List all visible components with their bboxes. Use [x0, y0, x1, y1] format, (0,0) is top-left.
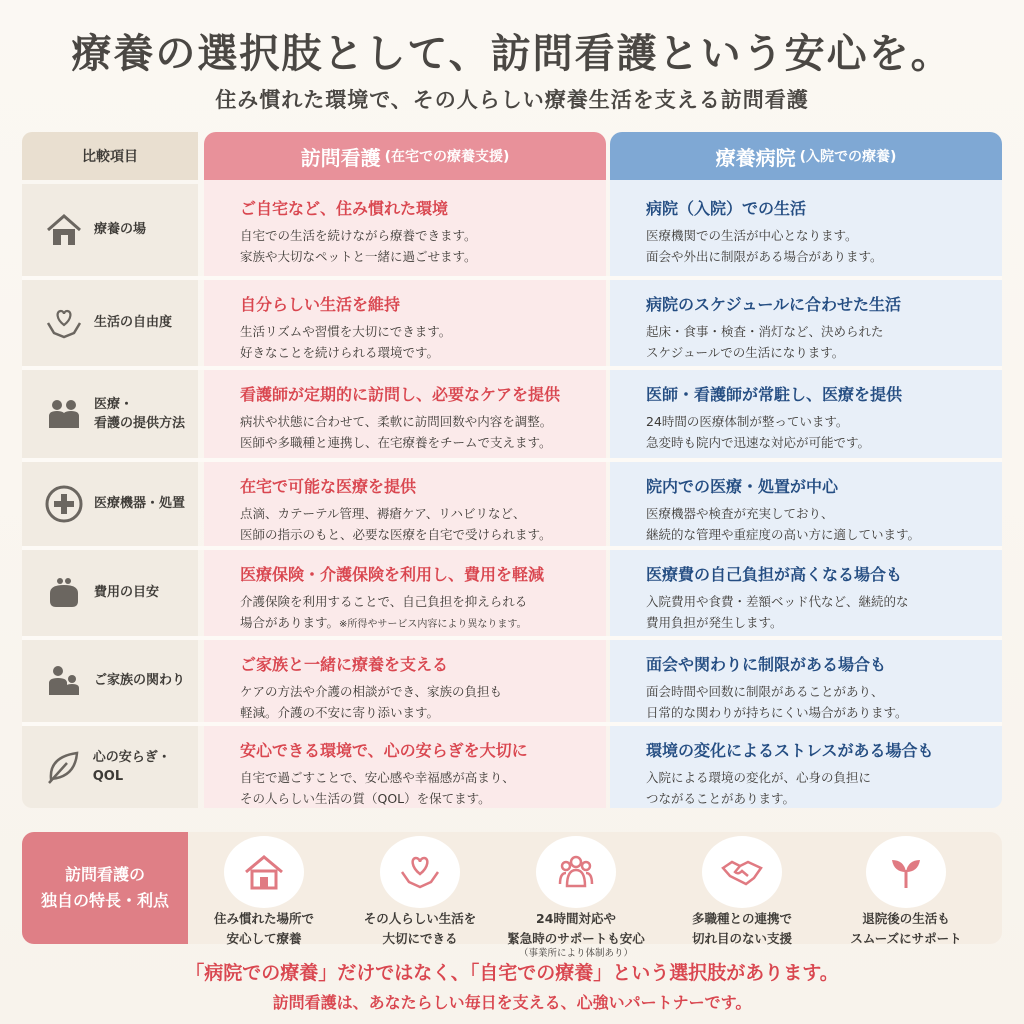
cell-heading: 自分らしい生活を維持 — [240, 295, 401, 314]
cell-line: つながることがあります。 — [646, 791, 796, 806]
feature-item — [340, 836, 500, 948]
cell-line: 入院費用や食費・差額ベッド代など、継続的な — [646, 594, 909, 609]
cell-line: 軽減。介護の不安に寄り添います。 — [240, 705, 440, 720]
features-label-line: 独自の特長・利点 — [40, 891, 169, 910]
feature-line: その人らしい生活を — [363, 911, 477, 926]
page-subtitle: 住み慣れた環境で、その人らしい療養生活を支える訪問看護 — [215, 88, 809, 112]
cell-line: 急変時も院内で迅速な対応が可能です。 — [646, 435, 871, 450]
feature-line: 安心して療養 — [226, 931, 302, 946]
header-hospital-sub: (入院での療養) — [799, 149, 897, 165]
row-label-cell — [22, 726, 198, 808]
hospital-cell — [610, 280, 1002, 363]
row-label-cell — [22, 184, 198, 276]
group-icon — [536, 836, 616, 908]
header-home-nursing-sub: (在宅での療養支援) — [384, 149, 510, 165]
row-label-cell — [22, 462, 198, 546]
feature-line: 多職種との連携で — [691, 911, 792, 926]
row-label — [94, 395, 185, 434]
home-nursing-cell — [204, 640, 606, 723]
cell-heading: 面会や関わりに制限がある場合も — [646, 655, 887, 674]
row-label: 生活の自由度 — [94, 315, 173, 331]
cell-heading: 医療保険・介護保険を利用し、費用を軽減 — [240, 565, 545, 584]
cell-line: 医療機関での生活が中心となります。 — [646, 228, 858, 243]
cell-line: 面会や外出に制限がある場合があります。 — [646, 249, 883, 264]
hospital-cell — [610, 640, 1002, 723]
cell-heading: 医療費の自己負担が高くなる場合も — [646, 565, 903, 584]
cell-heading: 医師・看護師が常駐し、医療を提供 — [646, 385, 903, 404]
row-label-cell — [22, 640, 198, 722]
cell-line: 日常的な関わりが持ちにくい場合があります。 — [646, 705, 908, 720]
row-label-cell — [22, 280, 198, 366]
feature-line: 退院後の生活も — [862, 911, 950, 926]
cell-line: 医療機器や検査が充実しており、 — [646, 506, 834, 521]
cell-line: 介護保険を利用することで、自己負担を抑えられる — [240, 594, 528, 609]
cell-line — [240, 612, 606, 635]
features-band — [22, 832, 1002, 959]
header-comparison-item: 比較項目 — [22, 132, 198, 180]
leaf-icon — [42, 745, 85, 789]
feature-line: 住み慣れた場所で — [213, 911, 314, 926]
feature-item — [496, 836, 656, 960]
cell-heading: 在宅で可能な医療を提供 — [240, 477, 417, 496]
cell-note: ※所得やサービス内容により異なります。 — [339, 619, 527, 630]
house-icon — [224, 836, 304, 908]
cell-line: 面会時間や回数に制限があることがあり、 — [646, 684, 884, 699]
purse-icon — [42, 571, 86, 615]
family-icon — [42, 659, 86, 703]
cell-line: スケジュールでの生活になります。 — [646, 345, 845, 360]
cell-line: 医師や多職種と連携し、在宅療養をチームで支えます。 — [240, 435, 552, 450]
comparison-table — [22, 132, 1002, 808]
cell-heading: 環境の変化によるストレスがある場合も — [646, 741, 934, 760]
row-label: 医療機器・処置 — [94, 496, 186, 512]
row-label: ご家族の関わり — [94, 673, 186, 689]
footer-tagline: 訪問看護は、あなたらしい毎日を支える、心強いパートナーです。 — [272, 993, 752, 1012]
home-nursing-cell — [204, 280, 606, 363]
table-row — [22, 184, 1002, 276]
handshake-icon — [702, 836, 782, 908]
cell-line: 好きなことを続けられる環境です。 — [240, 345, 440, 360]
hospital-cell — [610, 726, 1002, 809]
cell-line: 自宅で過ごすことで、安心感や幸福感が高まり、 — [240, 770, 515, 785]
cell-line: 起床・食事・検査・消灯など、決められた — [646, 324, 884, 339]
cell-line: 生活リズムや習慣を大切にできます。 — [240, 324, 452, 339]
cell-heading: ご自宅など、住み慣れた環境 — [240, 199, 449, 218]
feature-item — [184, 836, 344, 948]
home-nursing-cell — [204, 462, 606, 545]
page-title: 療養の選択肢として、訪問看護という安心を。 — [71, 30, 953, 77]
row-label-line: 医療・ — [94, 396, 134, 412]
table-row — [22, 462, 1002, 546]
home-nursing-cell — [204, 184, 606, 267]
hospital-cell — [610, 184, 1002, 267]
hospital-cell — [610, 370, 1002, 453]
cell-line: 病状や状態に合わせて、柔軟に訪問回数や内容を調整。 — [240, 414, 553, 429]
features-label-line: 訪問看護の — [64, 865, 145, 885]
home-nursing-cell — [204, 370, 606, 453]
cell-heading: 看護師が定期的に訪問し、必要なケアを提供 — [240, 385, 561, 404]
feature-line: スムーズにサポート — [850, 931, 962, 946]
cell-line: 家族や大切なペットと一緒に過ごせます。 — [240, 249, 477, 264]
table-row — [22, 370, 1002, 458]
row-label-line: 看護の提供方法 — [94, 416, 186, 431]
row-label-cell — [22, 550, 198, 636]
header-hospital-title: 療養病院 — [715, 145, 796, 170]
sprout-icon — [866, 836, 946, 908]
hospital-cell — [610, 550, 1002, 633]
cell-line-text: 場合があります。 — [240, 615, 340, 630]
row-label-cell — [22, 370, 198, 458]
table-row — [22, 640, 1002, 722]
heart-hands-icon — [42, 301, 86, 345]
row-label: 心の安らぎ・QOL — [92, 749, 171, 784]
feature-item — [826, 836, 986, 948]
header-home-nursing — [204, 132, 606, 180]
feature-line: 24時間対応や — [536, 911, 616, 926]
cell-line: 費用負担が発生します。 — [646, 615, 783, 630]
header-home-nursing-title: 訪問看護 — [300, 145, 381, 170]
cell-line: 入院による環境の変化が、心身の負担に — [646, 770, 872, 785]
row-label: 費用の目安 — [94, 585, 160, 601]
people-icon — [42, 392, 86, 436]
cell-line: ケアの方法や介護の相談ができ、家族の負担も — [240, 684, 503, 699]
home-nursing-cell — [204, 550, 606, 635]
cell-heading: ご家族と一緒に療養を支える — [240, 655, 449, 674]
feature-line: 切れ目のない支援 — [691, 931, 792, 946]
feature-item — [662, 836, 822, 948]
cell-line: 医師の指示のもと、必要な医療を自宅で受けられます。 — [240, 527, 552, 542]
cell-line: 24時間の医療体制が整っています。 — [646, 414, 849, 429]
home-nursing-cell — [204, 726, 606, 809]
cell-line: 点滴、カテーテル管理、褥瘡ケア、リハビリなど、 — [240, 506, 526, 521]
feature-note: （事業所により体制あり） — [518, 948, 633, 959]
hospital-cell — [610, 462, 1002, 545]
header-hospital — [610, 132, 1002, 180]
heart-hands-icon — [380, 836, 460, 908]
house-icon — [42, 208, 86, 252]
cell-line: 継続的な管理や重症度の高い方に適しています。 — [646, 527, 921, 542]
medical-cross-icon — [42, 482, 86, 526]
cell-heading: 安心できる環境で、心の安らぎを大切に — [240, 741, 528, 760]
features-label — [22, 832, 188, 944]
cell-heading: 病院のスケジュールに合わせた生活 — [646, 295, 902, 314]
table-row — [22, 280, 1002, 366]
row-label: 療養の場 — [94, 222, 147, 238]
cell-heading: 院内での医療・処置が中心 — [646, 477, 839, 496]
footer-message: 「病院での療養」だけではなく、「自宅での療養」という選択肢があります。 — [185, 962, 839, 984]
feature-line: 緊急時のサポートも安心 — [507, 931, 645, 946]
feature-line: 大切にできる — [382, 931, 458, 946]
cell-line: 自宅での生活を続けながら療養できます。 — [240, 228, 477, 243]
table-row — [22, 726, 1002, 808]
cell-heading: 病院（入院）での生活 — [646, 199, 807, 218]
table-row — [22, 550, 1002, 636]
cell-line: その人らしい生活の質（QOL）を保てます。 — [240, 791, 491, 806]
